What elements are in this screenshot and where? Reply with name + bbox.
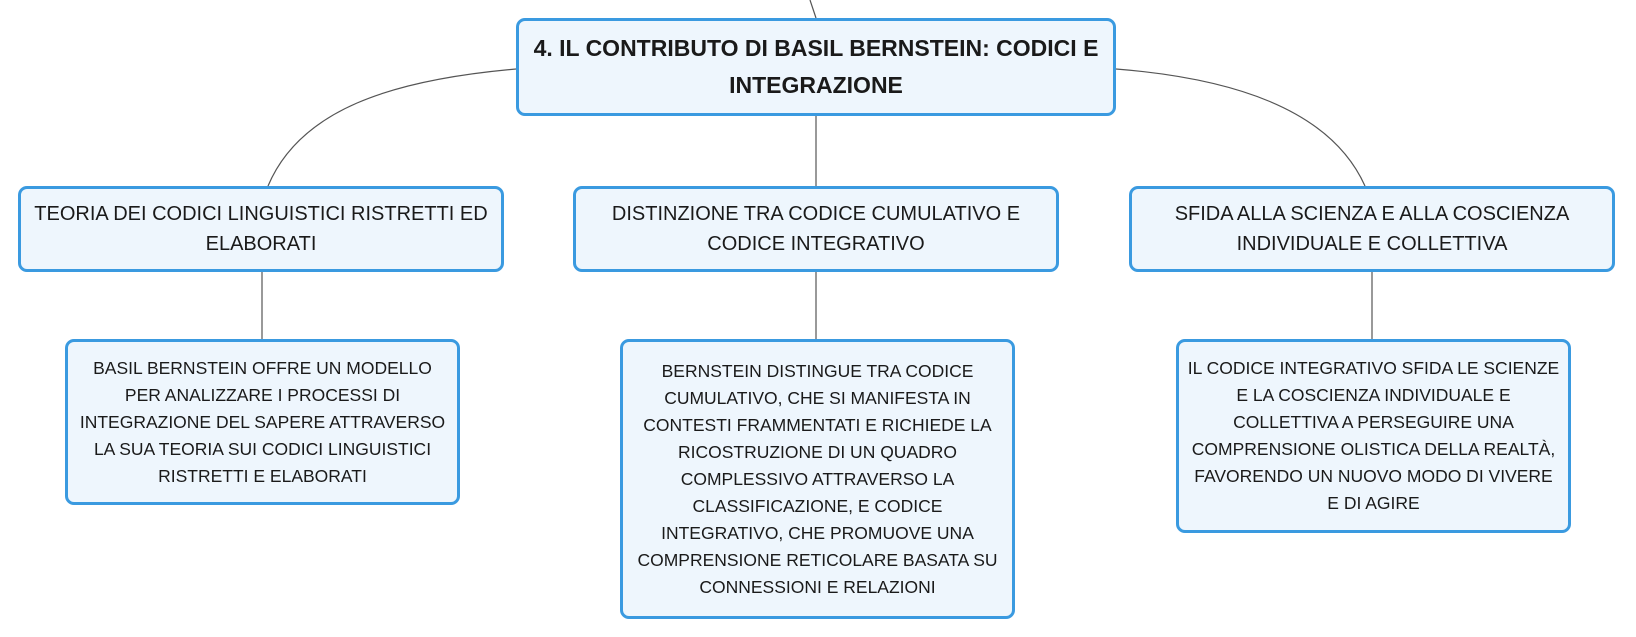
branch-node-challenge-science-conscience[interactable] [1129,186,1615,272]
root-node-label: 4. IL CONTRIBUTO DI BASIL BERNSTEIN: CODICI E INTEGRAZIONE [533,35,1099,98]
leaf-node-text: BASIL BERNSTEIN OFFRE UN MODELLO PER ANALIZZARE I PROCESSI DI INTEGRAZIONE DEL SAPERE ATTRAVERSO LA SUA TEORIA SUI CODICI LINGUISTICI RISTRETTI E ELABORATI [79,357,446,486]
connector-root-to-branch-1 [268,69,516,186]
leaf-node-code-distinction[interactable] [620,339,1015,619]
branch-node-label: TEORIA DEI CODICI LINGUISTICI RISTRETTI ED ELABORATI [34,203,488,255]
connector-parent-to-root [810,0,816,18]
root-node[interactable] [516,18,1116,116]
connector-root-to-branch-3 [1116,69,1365,186]
leaf-node-text: IL CODICE INTEGRATIVO SFIDA LE SCIENZE E LA COSCIENZA INDIVIDUALE E COLLETTIVA A PERSEGUIRE UNA COMPRENSIONE OLISTICA DELLA REALTÀ, FAVORENDO UN NUOVO MODO DI VIVERE E DI AGIRE [1187,358,1560,513]
branch-node-label: SFIDA ALLA SCIENZA E ALLA COSCIENZA INDIVIDUALE E COLLETTIVA [1174,203,1570,255]
leaf-node-integrative-challenge[interactable] [1176,339,1571,533]
leaf-node-text: BERNSTEIN DISTINGUE TRA CODICE CUMULATIVO, CHE SI MANIFESTA IN CONTESTI FRAMMENTATI E RICHIEDE LA RICOSTRUZIONE DI UN QUADRO COMPLESSIVO ATTRAVERSO LA CLASSIFICAZIONE, E CODICE INTEGRATIVO, CHE PROMUOVE UNA COMPRENSIONE RETICOLARE BASATA SU CONNESSIONI E RELAZIONI [637,360,998,597]
branch-node-restricted-elaborated-codes[interactable] [18,186,504,272]
leaf-node-bernstein-model[interactable] [65,339,460,505]
branch-node-label: DISTINZIONE TRA CODICE CUMULATIVO E CODICE INTEGRATIVO [611,203,1021,255]
branch-node-cumulative-integrative-code[interactable] [573,186,1059,272]
